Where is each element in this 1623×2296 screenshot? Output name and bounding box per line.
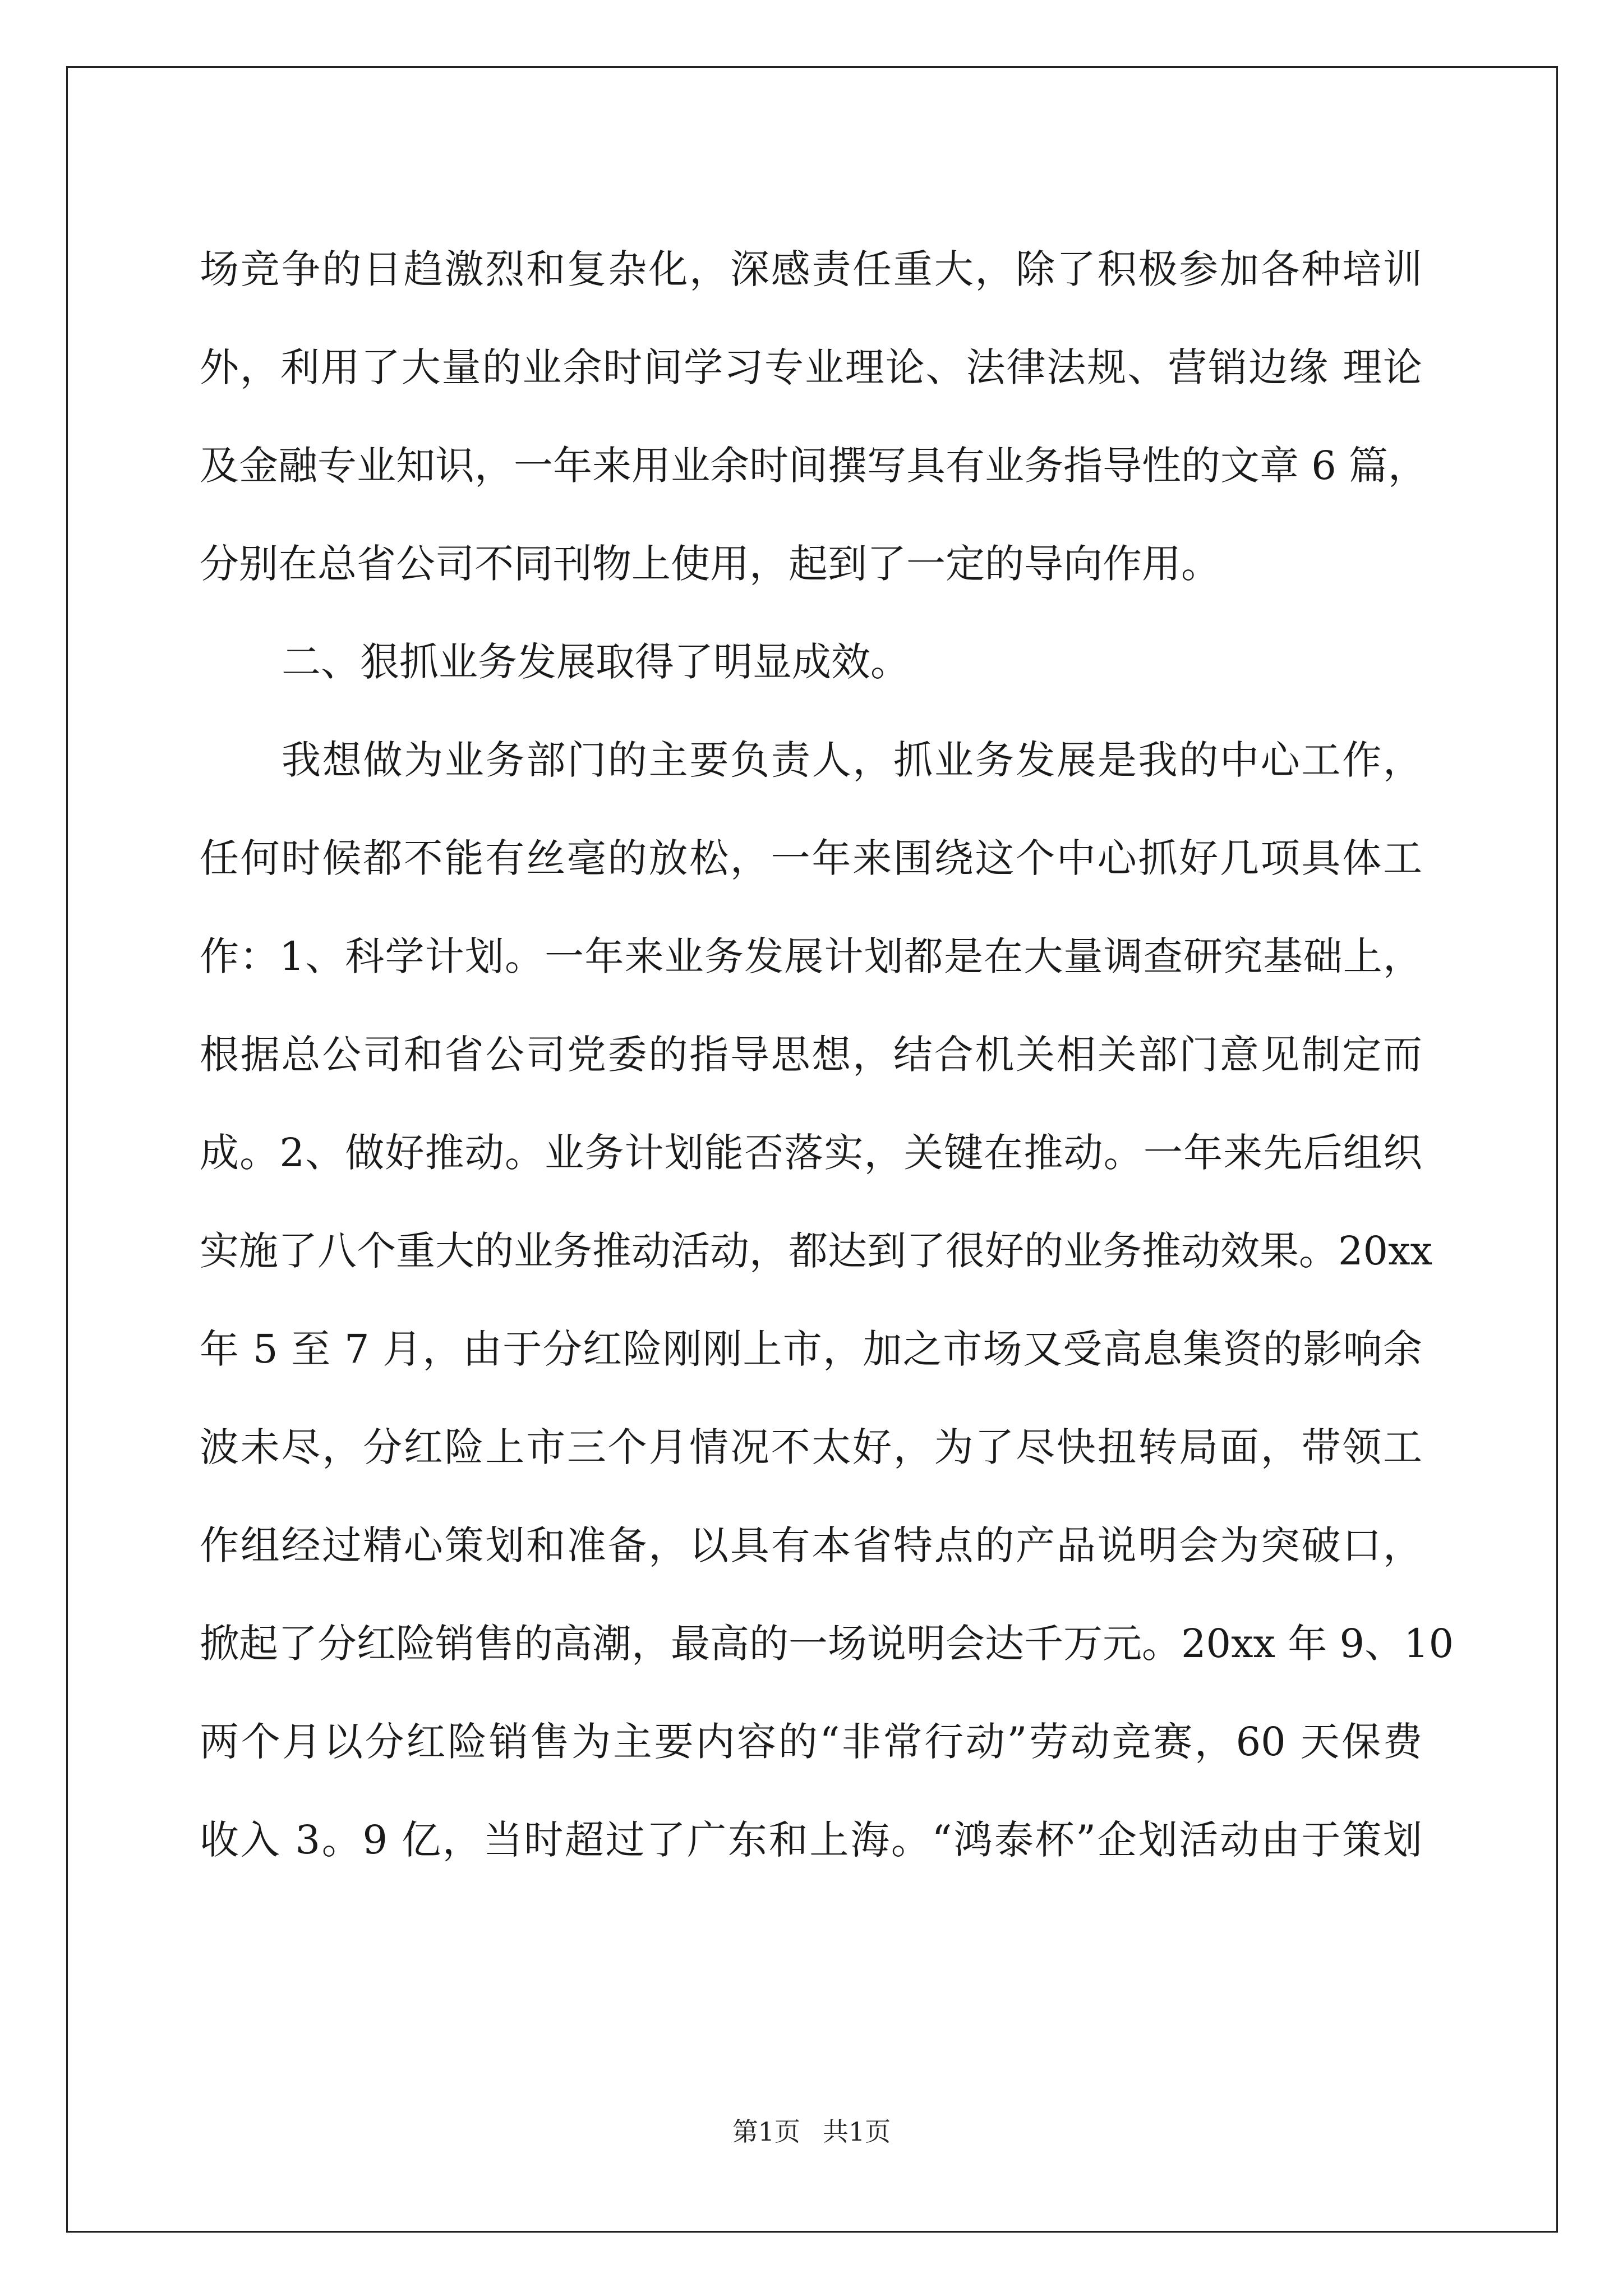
page-total: 共1页 <box>823 2116 891 2147</box>
text-line-15: 掀起了分红险销售的高潮，最高的一场说明会达千万元。20xx 年 9、10 <box>200 1621 1454 1667</box>
text-line-13: 波未尽，分红险上市三个月情况不太好，为了尽快扭转局面，带领工 <box>200 1424 1422 1470</box>
text-line-9: 根据总公司和省公司党委的指导思想，结合机关相关部门意见制定而 <box>200 1032 1422 1078</box>
text-line-14: 作组经过精心策划和准备，以具有本省特点的产品说明会为突破口， <box>200 1522 1422 1568</box>
text-line-1: 场竞争的日趋激烈和复杂化，深感责任重大，除了积极参加各种培训 <box>200 246 1422 292</box>
text-line-4: 分别在总省公司不同刊物上使用，起到了一定的导向作用。 <box>200 541 1220 587</box>
text-line-11: 实施了八个重大的业务推动活动，都达到了很好的业务推动效果。20xx <box>200 1228 1433 1274</box>
text-line-7: 任何时候都不能有丝毫的放松，一年来围绕这个中心抓好几项具体工 <box>200 835 1422 881</box>
text-line-12: 年 5 至 7 月，由于分红险刚刚上市，加之市场又受高息集资的影响余 <box>200 1326 1422 1372</box>
text-line-10: 成。2、做好推动。业务计划能否落实，关键在推动。一年来先后组织 <box>200 1130 1422 1176</box>
text-line-3: 及金融专业知识，一年来用业余时间撰写具有业务指导性的文章 6 篇， <box>200 443 1428 489</box>
text-line-8: 作：1、科学计划。一年来业务发展计划都是在大量调查研究基础上， <box>200 933 1422 979</box>
text-line-6: 我想做为业务部门的主要负责人，抓业务发展是我的中心工作， <box>282 737 1422 783</box>
page-footer <box>0 2115 1623 2148</box>
text-line-17: 收入 3。9 亿，当时超过了广东和上海。“鸿泰杯”企划活动由于策划 <box>200 1817 1422 1863</box>
text-line-2: 外，利用了大量的业余时间学习专业理论、法律法规、营销边缘 理论 <box>200 344 1422 390</box>
section-heading: 二、狠抓业务发展取得了明显成效。 <box>282 639 910 685</box>
text-line-16: 两个月以分红险销售为主要内容的“非常行动”劳动竞赛，60 天保费 <box>200 1719 1422 1765</box>
page-number: 第1页 <box>732 2116 800 2147</box>
